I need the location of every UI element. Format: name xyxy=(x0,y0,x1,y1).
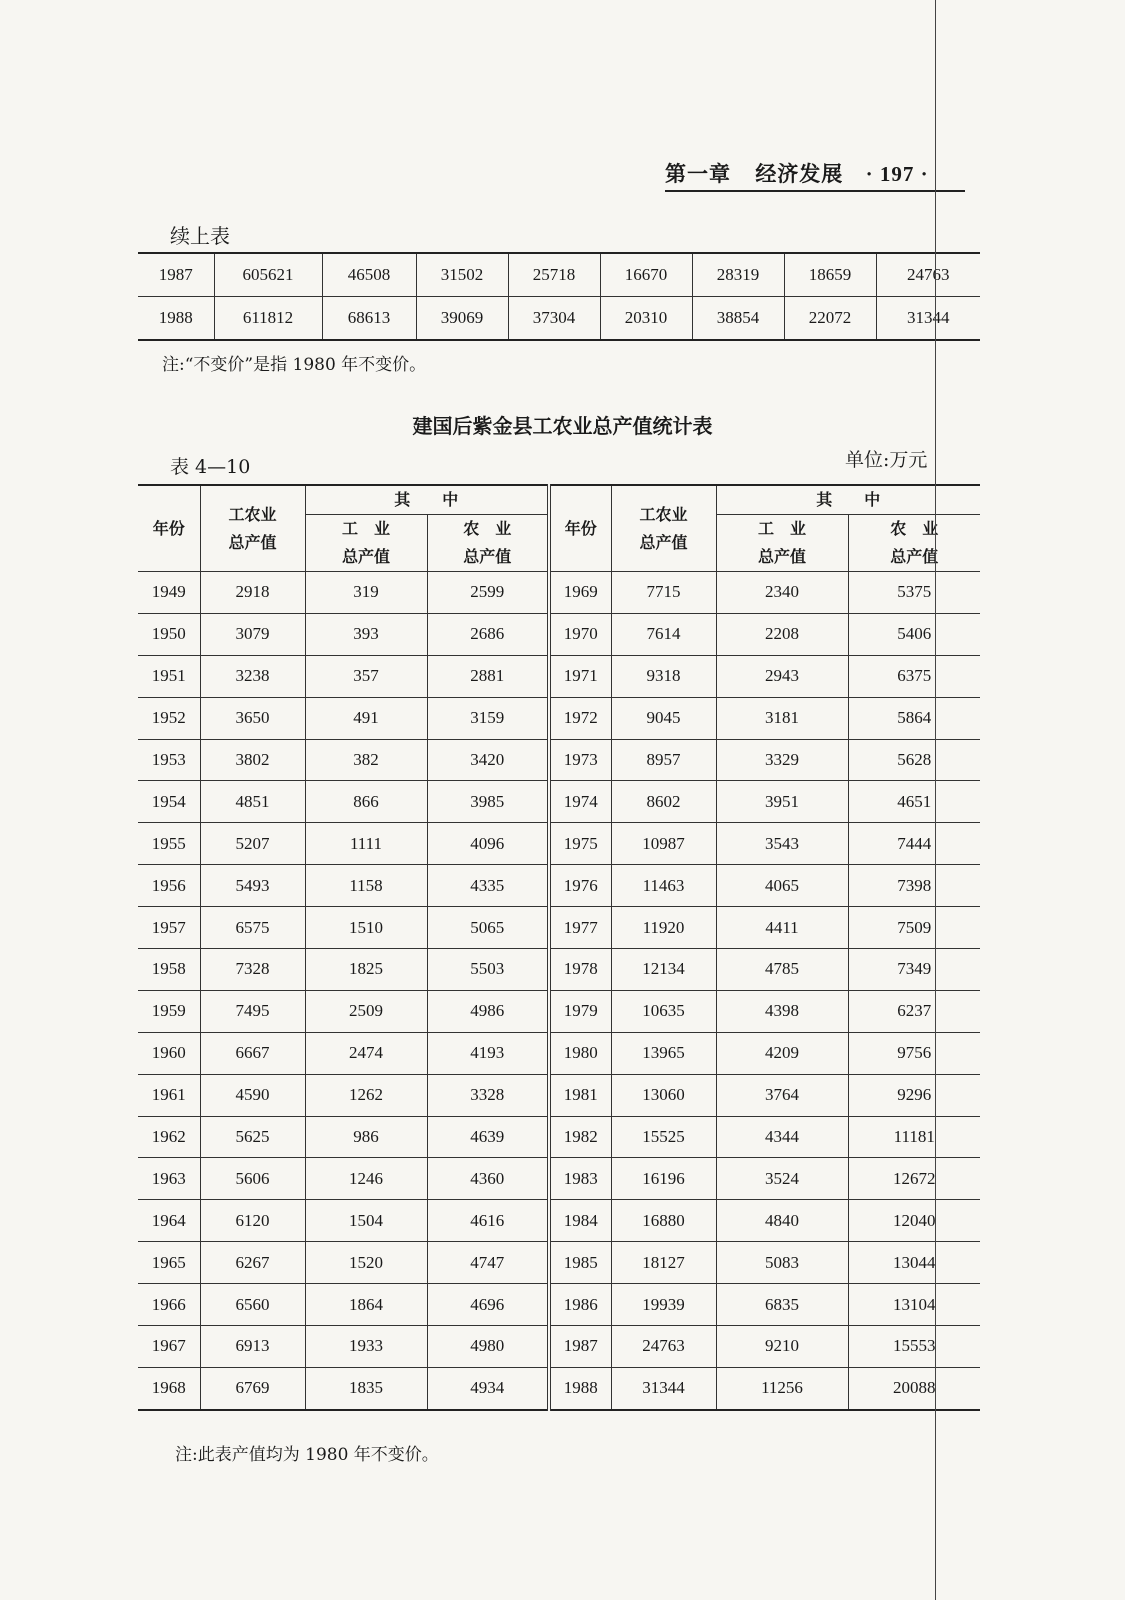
table-cell: 13060 xyxy=(611,1074,716,1116)
agriculture-header-line1: 农 业 xyxy=(890,519,939,538)
table-cell: 16196 xyxy=(611,1158,716,1200)
table-cell: 7509 xyxy=(848,907,980,949)
table-cell: 6769 xyxy=(200,1367,305,1409)
table-cell: 3079 xyxy=(200,613,305,655)
table-cell: 5493 xyxy=(200,865,305,907)
total-header-line2: 总产值 xyxy=(228,532,277,552)
continued-row xyxy=(138,297,980,341)
table-cell: 1976 xyxy=(549,865,611,907)
table-cell: 31344 xyxy=(907,308,950,327)
table-cell: 1111 xyxy=(305,823,427,865)
industry-header-line1: 工 业 xyxy=(757,519,806,538)
table-cell: 24763 xyxy=(876,253,980,297)
chapter-label: 第一章 xyxy=(665,162,731,186)
year-header-right: 年份 xyxy=(549,485,611,572)
industry-header-line2: 总产值 xyxy=(757,547,806,566)
table-cell: 319 xyxy=(305,572,427,614)
table-cell: 1965 xyxy=(138,1242,200,1284)
table-cell: 1956 xyxy=(138,865,200,907)
table-row xyxy=(138,739,980,781)
table-cell: 4651 xyxy=(848,781,980,823)
table-cell: 1984 xyxy=(549,1200,611,1242)
table-row xyxy=(138,572,980,614)
table-cell: 1973 xyxy=(549,739,611,781)
table-row xyxy=(138,697,980,739)
table-cell: 4840 xyxy=(716,1200,848,1242)
table-cell: 1520 xyxy=(305,1242,427,1284)
table-cell: 7328 xyxy=(200,949,305,991)
table-cell: 13104 xyxy=(848,1284,980,1326)
page-number: · 197 · xyxy=(865,162,929,186)
table-cell: 2208 xyxy=(716,613,848,655)
table-cell: 37304 xyxy=(508,297,600,341)
table-row xyxy=(138,1284,980,1326)
table-cell: 1971 xyxy=(549,655,611,697)
table-cell: 6120 xyxy=(200,1200,305,1242)
table-cell: 1968 xyxy=(138,1367,200,1409)
table-cell: 3524 xyxy=(716,1158,848,1200)
table-cell: 3238 xyxy=(200,655,305,697)
table-cell: 16670 xyxy=(600,253,692,297)
table-cell: 3543 xyxy=(716,823,848,865)
table-cell: 2599 xyxy=(427,572,549,614)
table-cell: 1954 xyxy=(138,781,200,823)
table-cell: 1978 xyxy=(549,949,611,991)
table-cell: 38854 xyxy=(692,297,784,341)
continued-table xyxy=(138,252,980,341)
table-cell: 1960 xyxy=(138,1032,200,1074)
table-cell: 2509 xyxy=(305,990,427,1032)
table-row xyxy=(138,1074,980,1116)
table-cell: 12134 xyxy=(611,949,716,991)
table-cell: 3328 xyxy=(427,1074,549,1116)
table-cell: 12672 xyxy=(848,1158,980,1200)
table-cell: 7444 xyxy=(848,823,980,865)
table-cell: 1988 xyxy=(549,1367,611,1409)
output-table-body xyxy=(138,572,980,1410)
table-title: 建国后紫金县工农业总产值统计表 xyxy=(412,414,713,438)
table-cell: 4934 xyxy=(427,1367,549,1409)
table-cell: 4851 xyxy=(200,781,305,823)
table-cell: 1974 xyxy=(549,781,611,823)
output-value-table xyxy=(138,484,980,1411)
table-cell: 4980 xyxy=(427,1326,549,1368)
table-cell: 31344 xyxy=(611,1367,716,1409)
table-cell: 3764 xyxy=(716,1074,848,1116)
table-cell: 1963 xyxy=(138,1158,200,1200)
table-cell: 6667 xyxy=(200,1032,305,1074)
table-cell: 10635 xyxy=(611,990,716,1032)
table-cell: 7495 xyxy=(200,990,305,1032)
table-cell: 4096 xyxy=(427,823,549,865)
table-cell: 18659 xyxy=(784,253,876,297)
table-cell: 9296 xyxy=(848,1074,980,1116)
continued-table-body xyxy=(138,253,980,340)
table-cell: 5628 xyxy=(848,739,980,781)
total-header-line1: 工农业 xyxy=(228,504,277,524)
table-cell: 18127 xyxy=(611,1242,716,1284)
table-cell: 4986 xyxy=(427,990,549,1032)
table-cell: 25718 xyxy=(508,253,600,297)
table-cell: 1986 xyxy=(549,1284,611,1326)
table-cell: 6375 xyxy=(848,655,980,697)
industry-header-line2: 总产值 xyxy=(341,547,390,566)
table-cell: 7398 xyxy=(848,865,980,907)
table-cell: 3985 xyxy=(427,781,549,823)
table-cell: 20088 xyxy=(893,1378,936,1398)
table-row xyxy=(138,823,980,865)
table-row xyxy=(138,949,980,991)
table-row xyxy=(138,1242,980,1284)
continued-row xyxy=(138,253,980,297)
agriculture-header-line2: 总产值 xyxy=(890,547,939,566)
table-cell: 1950 xyxy=(138,613,200,655)
table-cell: 5864 xyxy=(848,697,980,739)
agriculture-header-line2: 总产值 xyxy=(463,547,512,566)
table-cell: 22072 xyxy=(784,297,876,341)
table-cell: 1835 xyxy=(305,1367,427,1409)
table-cell: 4335 xyxy=(427,865,549,907)
table-cell: 3181 xyxy=(716,697,848,739)
group-header: 其 中 xyxy=(305,485,549,515)
table-cell: 24763 xyxy=(611,1326,716,1368)
table-cell: 4747 xyxy=(427,1242,549,1284)
table-row xyxy=(138,990,980,1032)
table-cell: 68613 xyxy=(322,297,416,341)
table-cell: 7349 xyxy=(848,949,980,991)
table-cell: 8602 xyxy=(611,781,716,823)
table-cell: 1981 xyxy=(549,1074,611,1116)
table-cell: 3420 xyxy=(427,739,549,781)
continued-label: 续上表 xyxy=(170,224,230,248)
table-cell: 15525 xyxy=(611,1116,716,1158)
table-cell: 1158 xyxy=(305,865,427,907)
table-cell: 4639 xyxy=(427,1116,549,1158)
agriculture-header-line1: 农 业 xyxy=(463,519,512,538)
table-cell: 1982 xyxy=(549,1116,611,1158)
table-cell: 5503 xyxy=(427,949,549,991)
table-cell: 4344 xyxy=(716,1116,848,1158)
table-cell: 20310 xyxy=(600,297,692,341)
agriculture-header xyxy=(427,515,549,572)
unit-label: 单位:万元 xyxy=(845,449,928,471)
total-header-line1: 工农业 xyxy=(639,504,688,524)
table-cell: 3650 xyxy=(200,697,305,739)
table-cell: 5406 xyxy=(848,613,980,655)
table-cell: 1953 xyxy=(138,739,200,781)
table-cell: 1246 xyxy=(305,1158,427,1200)
table-note: 注:此表产值均为 1980 年不变价。 xyxy=(175,1445,439,1465)
table-cell: 46508 xyxy=(322,253,416,297)
table-cell: 491 xyxy=(305,697,427,739)
table-row xyxy=(138,1200,980,1242)
table-row xyxy=(138,1158,980,1200)
section-label: 经济发展 xyxy=(755,162,844,186)
table-cell: 11256 xyxy=(716,1367,848,1409)
year-header: 年份 xyxy=(138,485,200,572)
table-cell: 6575 xyxy=(200,907,305,949)
table-cell: 12040 xyxy=(848,1200,980,1242)
table-cell: 1864 xyxy=(305,1284,427,1326)
total-output-header xyxy=(200,485,305,572)
table-cell: 2881 xyxy=(427,655,549,697)
table-cell: 1966 xyxy=(138,1284,200,1326)
table-cell: 3329 xyxy=(716,739,848,781)
table-cell: 1987 xyxy=(138,253,214,297)
table-cell: 6237 xyxy=(848,990,980,1032)
table-cell: 5065 xyxy=(427,907,549,949)
header-rule xyxy=(665,190,965,192)
total-output-header-right xyxy=(611,485,716,572)
table-cell: 605621 xyxy=(214,253,322,297)
table-cell: 5207 xyxy=(200,823,305,865)
table-cell: 1979 xyxy=(549,990,611,1032)
table-cell: 393 xyxy=(305,613,427,655)
table-row xyxy=(138,1116,980,1158)
table-cell: 4411 xyxy=(716,907,848,949)
table-cell: 1959 xyxy=(138,990,200,1032)
table-cell: 6913 xyxy=(200,1326,305,1368)
table-cell: 8957 xyxy=(611,739,716,781)
table-cell: 11920 xyxy=(611,907,716,949)
table-cell: 3802 xyxy=(200,739,305,781)
table-cell: 1970 xyxy=(549,613,611,655)
table-row xyxy=(138,1032,980,1074)
table-cell: 5625 xyxy=(200,1116,305,1158)
table-cell: 13044 xyxy=(848,1242,980,1284)
table-row xyxy=(138,1326,980,1368)
table-cell: 1262 xyxy=(305,1074,427,1116)
table-cell: 1962 xyxy=(138,1116,200,1158)
scan-edge-line xyxy=(935,0,936,1600)
table-cell: 6560 xyxy=(200,1284,305,1326)
table-cell: 4590 xyxy=(200,1074,305,1116)
running-head xyxy=(665,158,965,188)
table-cell: 1825 xyxy=(305,949,427,991)
table-cell: 9045 xyxy=(611,697,716,739)
table-cell: 1988 xyxy=(138,297,214,341)
table-cell: 611812 xyxy=(214,297,322,341)
table-cell: 11181 xyxy=(848,1116,980,1158)
agriculture-header-right xyxy=(848,515,980,572)
table-cell: 1961 xyxy=(138,1074,200,1116)
table-cell: 357 xyxy=(305,655,427,697)
table-cell: 1980 xyxy=(549,1032,611,1074)
table-cell: 13965 xyxy=(611,1032,716,1074)
table-cell: 28319 xyxy=(692,253,784,297)
table-cell: 5606 xyxy=(200,1158,305,1200)
table-cell: 1975 xyxy=(549,823,611,865)
table-cell: 866 xyxy=(305,781,427,823)
table-cell: 19939 xyxy=(611,1284,716,1326)
table-cell: 4065 xyxy=(716,865,848,907)
table-cell: 1951 xyxy=(138,655,200,697)
table-cell: 10987 xyxy=(611,823,716,865)
table-number: 表 4—10 xyxy=(170,456,251,478)
table-cell: 1952 xyxy=(138,697,200,739)
table-cell: 4209 xyxy=(716,1032,848,1074)
table-cell: 2474 xyxy=(305,1032,427,1074)
table-cell: 3159 xyxy=(427,697,549,739)
table-cell: 31502 xyxy=(416,253,508,297)
table-cell: 1949 xyxy=(138,572,200,614)
table-cell: 5083 xyxy=(716,1242,848,1284)
table-cell: 9210 xyxy=(716,1326,848,1368)
table-row xyxy=(138,907,980,949)
table-cell: 2340 xyxy=(716,572,848,614)
table-cell: 5375 xyxy=(848,572,980,614)
table-cell: 16880 xyxy=(611,1200,716,1242)
table-row xyxy=(138,865,980,907)
table-cell: 1987 xyxy=(549,1326,611,1368)
table-cell: 9318 xyxy=(611,655,716,697)
total-header-line2: 总产值 xyxy=(639,532,688,552)
table-cell: 1964 xyxy=(138,1200,200,1242)
table-cell: 1985 xyxy=(549,1242,611,1284)
table-cell: 2943 xyxy=(716,655,848,697)
table-cell: 1510 xyxy=(305,907,427,949)
table-cell: 1955 xyxy=(138,823,200,865)
table-cell: 4398 xyxy=(716,990,848,1032)
table-row xyxy=(138,781,980,823)
table-cell: 1958 xyxy=(138,949,200,991)
industry-header-right xyxy=(716,515,848,572)
table-cell: 2686 xyxy=(427,613,549,655)
table-cell: 7614 xyxy=(611,613,716,655)
table-row xyxy=(138,1367,980,1409)
table-cell: 4785 xyxy=(716,949,848,991)
table-cell: 986 xyxy=(305,1116,427,1158)
industry-header xyxy=(305,515,427,572)
table-cell: 382 xyxy=(305,739,427,781)
table-cell: 11463 xyxy=(611,865,716,907)
table-row xyxy=(138,613,980,655)
table-row xyxy=(138,655,980,697)
table-cell: 39069 xyxy=(416,297,508,341)
table-cell: 1957 xyxy=(138,907,200,949)
table-cell: 3951 xyxy=(716,781,848,823)
table-cell: 4696 xyxy=(427,1284,549,1326)
table-cell: 4193 xyxy=(427,1032,549,1074)
table-cell: 1504 xyxy=(305,1200,427,1242)
table-cell: 15553 xyxy=(848,1326,980,1368)
table-cell: 1967 xyxy=(138,1326,200,1368)
table-cell: 1969 xyxy=(549,572,611,614)
group-header-right: 其 中 xyxy=(716,485,980,515)
table-cell: 1933 xyxy=(305,1326,427,1368)
industry-header-line1: 工 业 xyxy=(341,519,390,538)
table-cell: 1977 xyxy=(549,907,611,949)
table-cell: 2918 xyxy=(200,572,305,614)
table-cell: 4616 xyxy=(427,1200,549,1242)
table-cell: 7715 xyxy=(611,572,716,614)
table-cell: 6267 xyxy=(200,1242,305,1284)
table-cell: 6835 xyxy=(716,1284,848,1326)
continued-note: 注:“不变价”是指 1980 年不变价。 xyxy=(162,355,427,375)
table-cell: 1983 xyxy=(549,1158,611,1200)
table-cell: 1972 xyxy=(549,697,611,739)
table-cell: 9756 xyxy=(848,1032,980,1074)
table-cell: 4360 xyxy=(427,1158,549,1200)
